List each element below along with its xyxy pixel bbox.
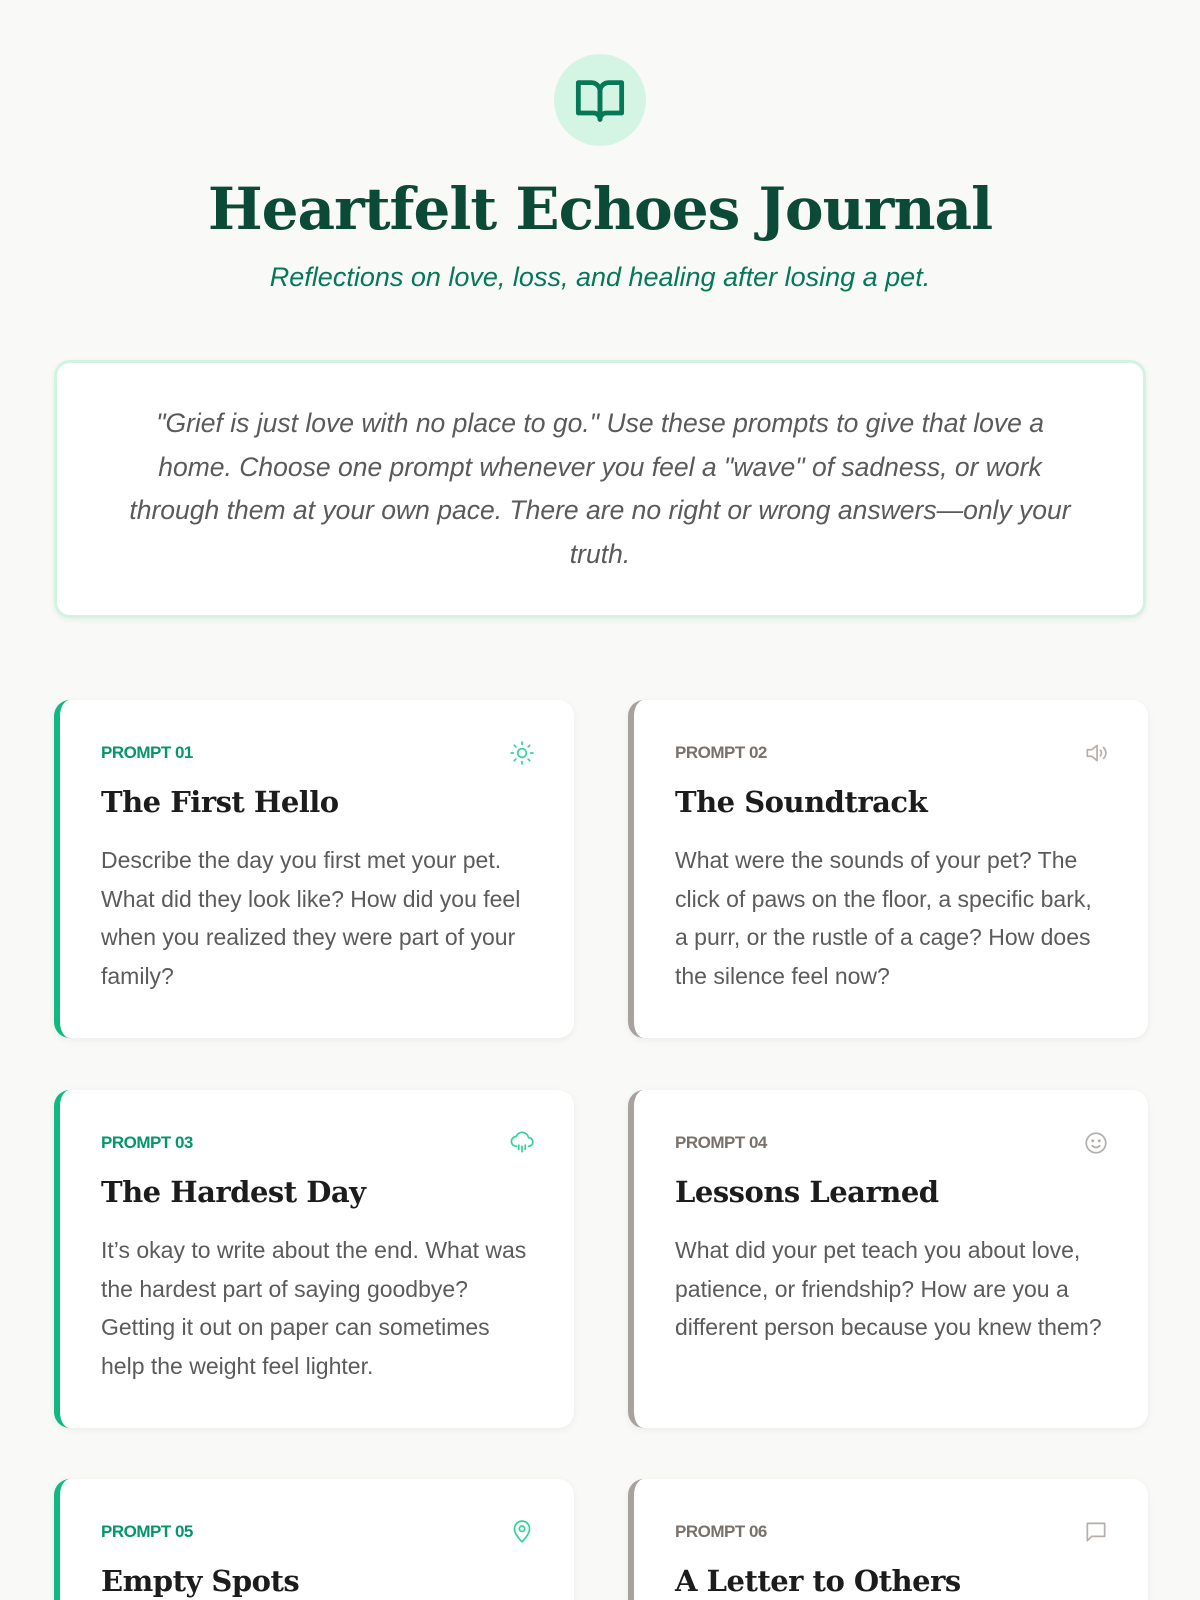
page-title: Heartfelt Echoes Journal (207, 175, 993, 243)
prompt-label: PROMPT 05 (101, 1522, 193, 1541)
prompt-card-03[interactable] (54, 1090, 574, 1428)
map-pin-icon (508, 1518, 536, 1546)
prompt-title: The Hardest Day (101, 1175, 366, 1209)
sun-icon (508, 739, 536, 767)
page-subtitle: Reflections on love, loss, and healing after losing a pet. (269, 262, 931, 292)
prompt-card-header (101, 1128, 534, 1158)
prompt-card-header (675, 1517, 1108, 1547)
prompt-title: The First Hello (101, 785, 339, 819)
prompt-label: PROMPT 02 (675, 743, 767, 762)
prompt-card-header (101, 738, 534, 768)
intro-quote-text: "Grief is just love with no place to go." Use these prompts to give that love a home. Choose one prompt whenever you feel a "wave" of sadness, or work through them at your own pace. There are no right or wrong answers—only your truth. (129, 408, 1071, 569)
prompt-card-06[interactable] (628, 1479, 1148, 1600)
prompt-card-01[interactable] (54, 700, 574, 1038)
prompt-card-04[interactable] (628, 1090, 1148, 1428)
prompt-label: PROMPT 01 (101, 743, 193, 762)
prompt-label: PROMPT 06 (675, 1522, 767, 1541)
prompt-card-header (675, 1128, 1108, 1158)
prompt-card-header (101, 1517, 534, 1547)
page-header (0, 0, 1200, 293)
prompt-title: Empty Spots (101, 1564, 300, 1598)
prompt-text: What were the sounds of your pet? The click of paws on the floor, a specific bark, a purr, or the rustle of a cage? How does the silence feel now? (675, 847, 1092, 989)
prompt-text: What did your pet teach you about love, patience, or friendship? How are you a different person because you knew them? (675, 1237, 1102, 1340)
prompt-label: PROMPT 04 (675, 1133, 767, 1152)
rain-cloud-icon (508, 1129, 536, 1157)
speaker-icon (1082, 739, 1110, 767)
smile-icon (1082, 1129, 1110, 1157)
prompt-card-header (675, 738, 1108, 768)
prompt-title: Lessons Learned (675, 1175, 939, 1209)
logo-badge (554, 54, 646, 146)
prompt-label: PROMPT 03 (101, 1133, 193, 1152)
prompt-title: The Soundtrack (675, 785, 928, 819)
prompt-text: It’s okay to write about the end. What was the hardest part of saying goodbye? Getting it out on paper can sometimes help the weight feel lighter. (101, 1237, 527, 1379)
prompt-card-02[interactable] (628, 700, 1148, 1038)
prompt-card-05[interactable] (54, 1479, 574, 1600)
chat-bubble-icon (1082, 1518, 1110, 1546)
open-book-icon (574, 74, 626, 126)
prompt-text: Describe the day you first met your pet. What did they look like? How did you feel when you realized they were part of your family? (101, 847, 521, 989)
intro-quote-box (54, 360, 1146, 618)
prompt-title: A Letter to Others (675, 1564, 961, 1598)
